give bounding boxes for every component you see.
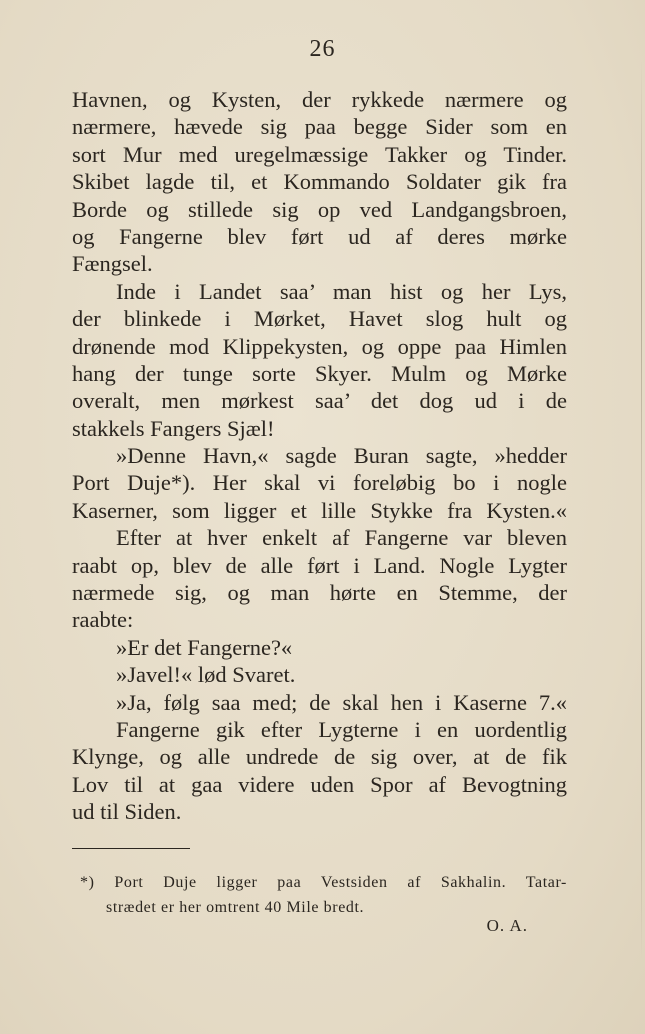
text-line-13: stakkels Fangers Sjæl!	[72, 415, 275, 441]
footnote-divider	[72, 848, 190, 849]
text-line-17: Efter at hver enkelt af Fangerne var bleven	[116, 525, 567, 551]
text-line-14: »Denne Havn,« sagde Buran sagte, »hedder	[116, 443, 567, 469]
footnote-line-2: strædet er her omtrent 40 Mile bredt.	[106, 899, 365, 916]
text-line-22: »Javel!« lød Svaret.	[116, 662, 296, 688]
text-line-16: Kaserner, som ligger et lille Stykke fra Kysten.«	[72, 497, 567, 523]
text-line-3: sort Mur med uregelmæssige Takker og Tinder.	[72, 141, 567, 167]
text-line-6: og Fangerne blev ført ud af deres mørke	[72, 223, 567, 249]
text-line-9: der blinkede i Mørket, Havet slog hult og	[72, 306, 567, 332]
text-line-18: raabt op, blev de alle ført i Land. Nogle Lygter	[72, 552, 567, 578]
text-line-2: nærmere, hævede sig paa begge Sider som en	[72, 114, 567, 140]
text-line-19: nærmede sig, og man hørte en Stemme, der	[72, 580, 567, 606]
text-line-5: Borde og stillede sig op ved Landgangsbroen,	[72, 196, 567, 222]
text-line-1: Havnen, og Kysten, der rykkede nærmere og	[72, 87, 567, 112]
text-line-10: drønende mod Klippekysten, og oppe paa Himlen	[72, 333, 567, 359]
page-number: 26	[309, 36, 336, 62]
text-line-26: Lov til at gaa videre uden Spor af Bevogtning	[72, 771, 567, 797]
main-text	[72, 86, 567, 826]
footnote	[80, 870, 567, 920]
text-line-24: Fangerne gik efter Lygterne i en uordentlig	[116, 716, 567, 742]
text-line-20: raabte:	[72, 607, 134, 633]
text-line-11: hang der tunge sorte Skyer. Mulm og Mørke	[72, 360, 567, 386]
text-line-4: Skibet lagde til, et Kommando Soldater gik fra	[72, 169, 567, 195]
text-line-21: »Er det Fangerne?«	[116, 634, 293, 660]
text-line-25: Klynge, og alle undrede de sig over, at de fik	[72, 744, 567, 770]
page-edge-shadow	[641, 60, 642, 960]
text-line-7: Fængsel.	[72, 251, 153, 277]
text-line-27: ud til Siden.	[72, 799, 182, 825]
text-line-8: Inde i Landet saa’ man hist og her Lys,	[116, 278, 567, 304]
text-line-15: Port Duje*). Her skal vi foreløbig bo i nogle	[72, 470, 567, 496]
footnote-line-1: *) Port Duje ligger paa Vestsiden af Sakhalin. Tatar-	[80, 874, 567, 891]
footnote-signature: O. A.	[486, 916, 528, 935]
text-line-23: »Ja, følg saa med; de skal hen i Kaserne 7.«	[116, 689, 567, 715]
text-line-12: overalt, men mørkest saa’ det dog ud i de	[72, 388, 567, 414]
